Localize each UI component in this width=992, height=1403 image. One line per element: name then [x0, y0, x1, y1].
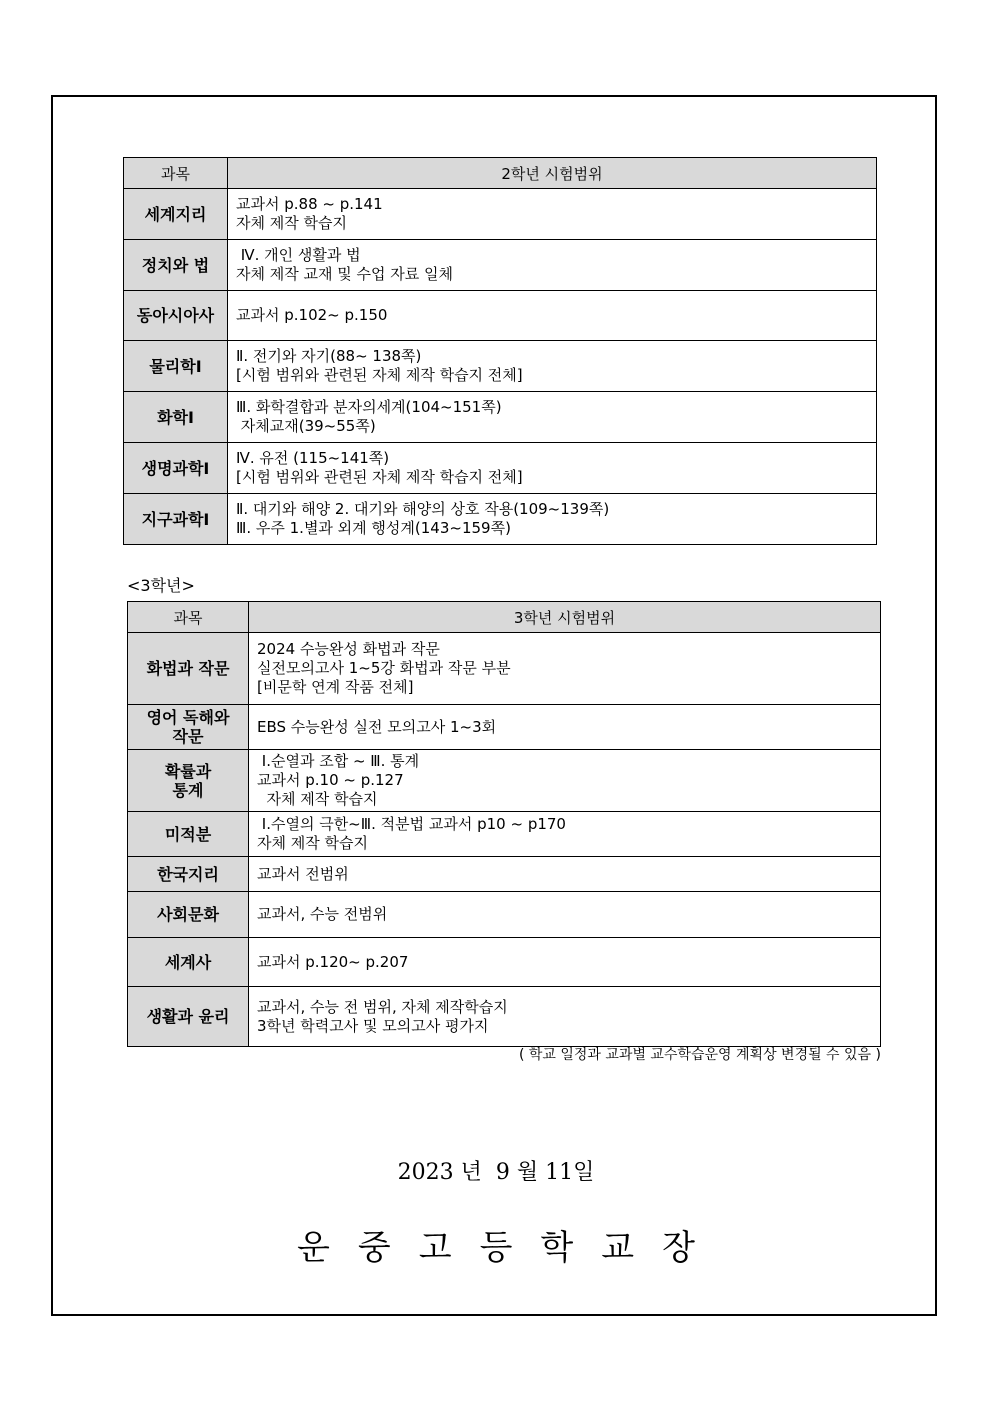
subject-cell: 생명과학Ⅰ: [124, 443, 228, 494]
range-line: 자체 제작 학습지: [236, 214, 347, 232]
grade3-header-row: [128, 602, 881, 633]
range-line: [비문학 연계 작품 전체]: [257, 678, 414, 696]
subject-line: 작문: [172, 727, 204, 746]
subject-line: 세계사: [164, 952, 212, 972]
range-cell: [228, 392, 877, 443]
subject-cell: 지구과학Ⅰ: [124, 494, 228, 545]
subject-cell: [128, 750, 249, 812]
subject-cell: 화학Ⅰ: [124, 392, 228, 443]
range-line: 2024 수능완성 화법과 작문: [257, 640, 440, 658]
range-line: 3학년 학력고사 및 모의고사 평가지: [257, 1016, 489, 1035]
range-line: 자체 제작 교재 및 수업 자료 일체: [236, 265, 453, 283]
range-line: Ⅳ. 개인 생활과 법: [236, 246, 361, 264]
range-line: 교과서, 수능 전범위: [257, 905, 388, 923]
subject-cell: 세계지리: [124, 189, 228, 240]
range-line: Ⅳ. 유전 (115~141쪽): [236, 449, 390, 467]
range-line: 실전모의고사 1~5강 화법과 작문 부분: [257, 659, 511, 677]
range-line: Ⅰ.수열의 극한~Ⅲ. 적분법 교과서 p10 ~ p170: [257, 815, 566, 833]
subject-line: 영어 독해와: [146, 708, 230, 727]
principal-signature: 운중고등학교장: [297, 1228, 723, 1268]
range-line: 교과서 p.120~ p.207: [257, 952, 409, 971]
range-line: Ⅲ. 화학결합과 분자의세계(104~151쪽): [236, 398, 502, 416]
schedule-change-note: ( 학교 일정과 교과별 교수학습운영 계획상 변경될 수 있음 ): [518, 1047, 881, 1063]
range-line: 교과서 p.88 ~ p.141: [236, 195, 383, 213]
subject-cell: [128, 938, 249, 987]
subject-line: 화법과 작문: [146, 659, 230, 678]
range-line: Ⅲ. 우주 1.별과 외계 행성계(143~159쪽): [236, 519, 511, 537]
range-line: Ⅰ.순열과 조합 ~ Ⅲ. 통계: [257, 752, 420, 770]
range-line: 자체교재(39~55쪽): [236, 417, 376, 435]
subject-line: 사회문화: [157, 905, 219, 924]
range-cell: [249, 633, 881, 705]
table-row: [128, 812, 881, 857]
range-cell: [228, 443, 877, 494]
subject-cell: [128, 705, 249, 750]
table-row: [128, 987, 881, 1047]
subject-line: 미적분: [164, 824, 212, 844]
range-line: 자체 제작 학습지: [257, 790, 378, 808]
table-row: [124, 443, 877, 494]
range-cell: [249, 705, 881, 750]
range-cell: [228, 189, 877, 240]
range-cell: [249, 987, 881, 1047]
grade3-header-subject: 과목: [128, 602, 249, 633]
table-row: [124, 494, 877, 545]
table-row: [124, 291, 877, 341]
table-row: [124, 341, 877, 392]
subject-cell: 정치와 법: [124, 240, 228, 291]
subject-cell: [128, 892, 249, 938]
range-line: 교과서, 수능 전 범위, 자체 제작학습지: [257, 997, 508, 1016]
table-row: [128, 705, 881, 750]
table-row: [128, 892, 881, 938]
range-line: 교과서 전범위: [257, 864, 349, 883]
table-row: [124, 189, 877, 240]
subject-line: 확률과: [164, 761, 212, 781]
table-row: [124, 240, 877, 291]
grade3-exam-table: [127, 601, 881, 1047]
range-cell: [228, 494, 877, 545]
range-cell: [249, 938, 881, 987]
range-cell: [228, 341, 877, 392]
subject-cell: [128, 987, 249, 1047]
range-line: Ⅱ. 전기와 자기(88~ 138쪽): [236, 347, 422, 365]
range-cell: [228, 240, 877, 291]
subject-cell: [128, 633, 249, 705]
range-line: [시험 범위와 관련된 자체 제작 학습지 전체]: [236, 366, 523, 384]
subject-line: 통계: [172, 780, 204, 800]
subject-line: 한국지리: [157, 864, 219, 884]
range-cell: [249, 892, 881, 938]
document-date: 2023 년 9 월 11일: [397, 1160, 595, 1185]
table-row: [128, 938, 881, 987]
subject-cell: [128, 857, 249, 892]
range-cell: [249, 812, 881, 857]
range-line: Ⅱ. 대기와 해양 2. 대기와 해양의 상호 작용(109~139쪽): [236, 500, 610, 518]
table-row: [128, 857, 881, 892]
range-line: 교과서 p.102~ p.150: [236, 306, 388, 324]
range-line: [시험 범위와 관련된 자체 제작 학습지 전체]: [236, 468, 523, 486]
grade3-section-label: <3학년>: [127, 576, 195, 595]
grade3-header-range: 3학년 시험범위: [249, 602, 881, 633]
range-cell: [228, 291, 877, 341]
subject-cell: [128, 812, 249, 857]
subject-cell: 동아시아사: [124, 291, 228, 341]
range-cell: [249, 857, 881, 892]
table-row: [128, 750, 881, 812]
range-line: 자체 제작 학습지: [257, 834, 368, 852]
range-line: EBS 수능완성 실전 모의고사 1~3회: [257, 717, 497, 736]
grade2-header-row: [124, 158, 877, 189]
subject-line: 생활과 윤리: [146, 1007, 230, 1026]
range-cell: [249, 750, 881, 812]
grade2-header-subject: 과목: [124, 158, 228, 189]
subject-cell: 물리학Ⅰ: [124, 341, 228, 392]
table-row: [124, 392, 877, 443]
grade2-exam-table: [123, 157, 877, 545]
range-line: 교과서 p.10 ~ p.127: [257, 771, 404, 789]
table-row: [128, 633, 881, 705]
grade2-header-range: 2학년 시험범위: [228, 158, 877, 189]
